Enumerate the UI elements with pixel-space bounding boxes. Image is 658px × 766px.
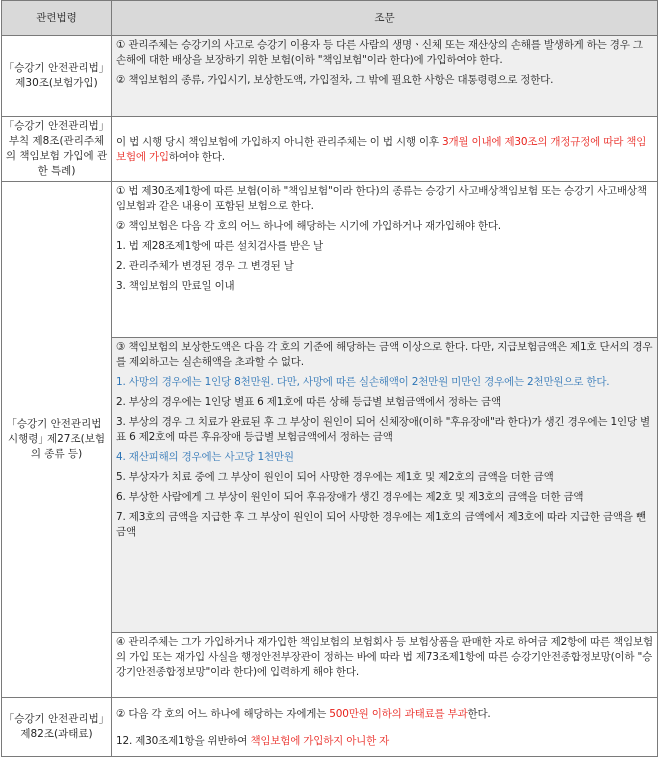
provision-item: 6. 부상한 사람에게 그 부상이 원인이 되어 후유장애가 생긴 경우에는 제2호 및 제3호의 금액을 더한 금액	[116, 491, 584, 503]
table-row	[2, 36, 658, 117]
provision-paragraph: ③ 책임보험의 보상한도액은 다음 각 호의 기준에 해당하는 금액 이상으로 한다. 다만, 지급보험금액은 제1호 단서의 경우를 제외하고는 실손해액을 초과할 수 없다.	[116, 341, 653, 368]
provision-cell	[112, 338, 658, 633]
provision-cell	[112, 36, 658, 117]
provision-item: 2. 부상의 경우에는 1인당 별표 6 제1호에 따른 상해 등급별 보험금액에서 정하는 금액	[116, 396, 501, 408]
table-row	[2, 698, 658, 757]
provision-text: 하여야 한다.	[168, 151, 225, 163]
table-row	[2, 117, 658, 182]
provision-item: 7. 제3호의 금액을 지급한 후 그 부상이 원인이 되어 사망한 경우에는 제1호의 금액에서 제3호에 따라 지급한 금액을 뺀 금액	[116, 511, 646, 538]
highlight-text: 책임보험에 가입하지 아니한 자	[250, 735, 390, 747]
provision-item: 3. 부상의 경우 그 치료가 완료된 후 그 부상이 원인이 되어 신체장애(이하 "후유장애"라 한다)가 생긴 경우에는 1인당 별표 6 제2호에 따른 후유장애 등급별 보험금액에서 정하는 금액	[116, 416, 650, 443]
provision-text: 12. 제30조제1항을 위반하여	[116, 735, 251, 747]
header-provision: 조문	[112, 1, 658, 36]
provision-text: ② 다음 각 호의 어느 하나에 해당하는 자에게는	[116, 708, 330, 720]
law-name-cell: ｢승강기 안전관리법｣제82조(과태료)	[2, 698, 112, 757]
provision-cell	[112, 633, 658, 698]
provision-item: 1. 법 제28조제1항에 따른 설치검사를 받은 날	[116, 240, 323, 252]
provision-paragraph: ① 법 제30조제1항에 따른 보험(이하 "책임보험"이라 한다)의 종류는 승강기 사고배상책임보험 또는 승강기 사고배상책임보험과 같은 내용이 포함된 보험으로 한다.	[116, 185, 647, 212]
provision-paragraph	[116, 135, 655, 165]
provision-paragraph: ① 관리주체는 승강기의 사고로 승강기 이용자 등 다른 사람의 생명ㆍ신체 또는 재산상의 손해를 발생하게 하는 경우 그 손해에 대한 배상을 보장하기 위한 보험(이하 "책임보험"이라 한다)에 가입하여야 한다.	[116, 39, 643, 66]
provision-paragraph: ④ 관리주체는 그가 가입하거나 재가입한 책임보험의 보험회사 등 보험상품을 판매한 자로 하여금 제2항에 따른 책임보험의 가입 또는 재가입 사실을 행정안전부장관이 정하는 바에 따라 법 제73조제1항에 따른 승강기안전종합정보망(이하 "승강기안전종합정보망"이라 한다)에 입력하게 해야 한다.	[116, 636, 653, 678]
table-row	[2, 182, 658, 338]
provision-item: 1. 사망의 경우에는 1인당 8천만원. 다만, 사망에 따른 실손해액이 2천만원 미만인 경우에는 2천만원으로 한다.	[116, 376, 610, 388]
header-row	[2, 1, 658, 36]
provision-item: 5. 부상자가 치료 중에 그 부상이 원인이 되어 사망한 경우에는 제1호 및 제2호의 금액을 더한 금액	[116, 471, 554, 483]
highlight-text: 500만원 이하의 과태료를 부과	[329, 708, 468, 720]
provision-item: 2. 관리주체가 변경된 경우 그 변경된 날	[116, 260, 294, 272]
law-name-cell: ｢승강기 안전관리법｣ 부칙 제8조(관리주체의 책임보험 가입에 관한 특례)	[2, 117, 112, 182]
provision-paragraph: ② 책임보험은 다음 각 호의 어느 하나에 해당하는 시기에 가입하거나 재가입해야 한다.	[116, 220, 501, 232]
provision-paragraph: ② 책임보험의 종류, 가입시기, 보상한도액, 가입절차, 그 밖에 필요한 사항은 대통령령으로 정한다.	[116, 74, 554, 86]
highlight-text: 3개월 이내에 제30조의 개정규정에 따라 책임보험에 가입	[116, 136, 647, 163]
law-name-cell: ｢승강기 안전관리법 시행령｣ 제27조(보험의 종류 등)	[2, 182, 112, 698]
law-name-cell: ｢승강기 안전관리법｣ 제30조(보험가입)	[2, 36, 112, 117]
header-related-law: 관련법령	[2, 1, 112, 36]
provision-cell	[112, 117, 658, 182]
provision-item	[116, 734, 655, 749]
provision-cell	[112, 182, 658, 338]
provision-text: 한다.	[467, 708, 491, 720]
provision-paragraph	[116, 707, 655, 722]
law-table	[1, 0, 658, 757]
provision-item: 3. 책임보험의 만료일 이내	[116, 280, 235, 292]
provision-cell	[112, 698, 658, 757]
provision-item: 4. 재산피해의 경우에는 사고당 1천만원	[116, 451, 294, 463]
provision-text: 이 법 시행 당시 책임보험에 가입하지 아니한 관리주체는 이 법 시행 이후	[116, 136, 442, 148]
